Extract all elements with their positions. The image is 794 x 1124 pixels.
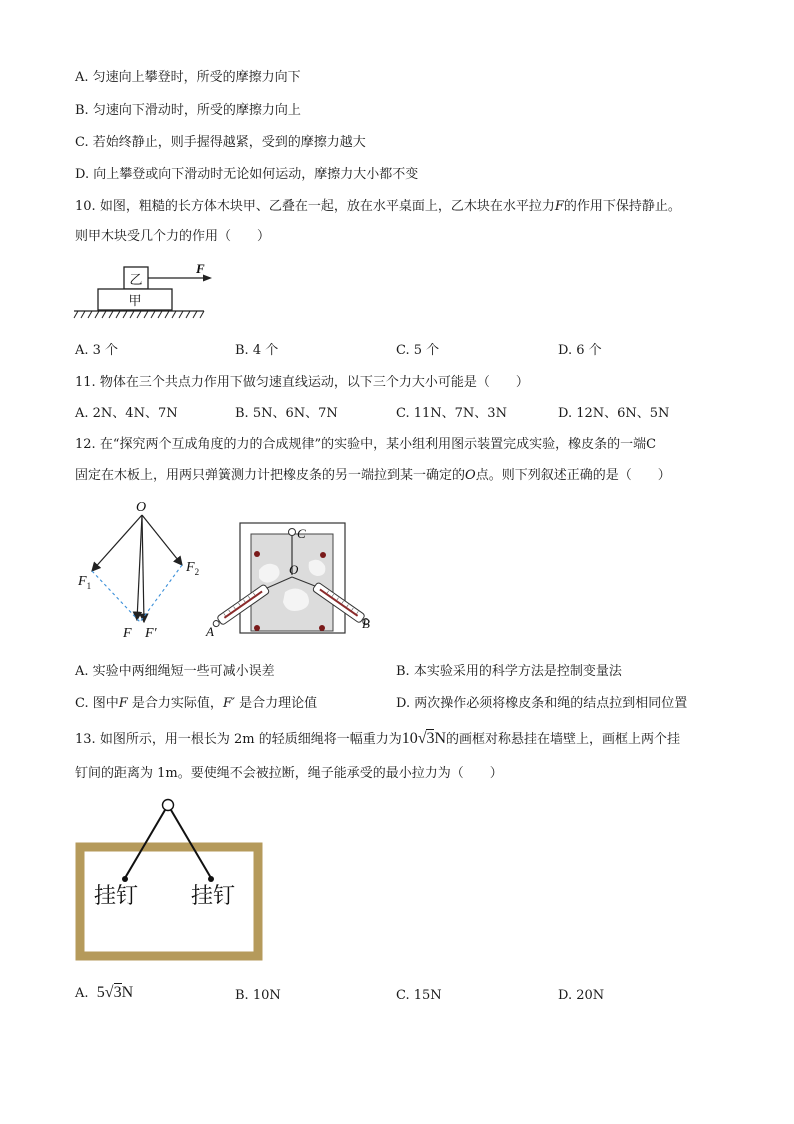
point-o-label: O	[136, 500, 147, 515]
block-jia-label: 甲	[128, 293, 142, 308]
nail-left-dot	[122, 876, 128, 882]
wall-nail	[163, 800, 174, 811]
q12-stem-line1: 12. 在“探究两个互成角度的力的合成规律”的实验中，某小组利用图示装置完成实验，橡皮条的一端C	[75, 437, 657, 452]
pin-bottom-right	[319, 625, 325, 631]
vector-f	[137, 515, 142, 620]
pin-top-right	[320, 552, 326, 558]
label-f-prime: F′	[145, 626, 157, 641]
q10-stem-line1: 10. 如图，粗糙的长方体木块甲、乙叠在一起，放在水平桌面上，乙木块在水平拉力F的作用下保持静止。	[75, 199, 681, 214]
force-label: F	[196, 261, 205, 276]
vector-f-prime	[142, 515, 144, 622]
label-f1: $F_1$	[78, 574, 92, 591]
q10-option-d: D. 6 个	[558, 343, 602, 358]
q9-option-d: D. 向上攀登或向下滑动时无论如何运动，摩擦力大小都不变	[75, 167, 419, 182]
pin-top-left	[254, 551, 260, 557]
label-f2: $F_2$	[186, 560, 200, 577]
q12-force-diagram	[72, 495, 212, 645]
q9-option-c: C. 若始终静止，则手握得越紧，受到的摩擦力越大	[75, 135, 366, 150]
option-a-expression: 5√3N	[96, 984, 134, 1001]
q12-option-c: C. 图中F 是合力实际值，F′ 是合力理论值	[75, 696, 318, 711]
q13-picture-frame-figure	[72, 796, 268, 964]
point-c-label: C	[297, 526, 306, 541]
vector-f2	[142, 515, 182, 565]
q13-stem-line1: 13. 如图所示，用一根长为 2m 的轻质细绳将一幅重力为10√3N的画框对称悬挂在墙壁上，画框上两个挂	[75, 730, 681, 747]
q10-option-c: C. 5 个	[396, 343, 440, 358]
dashed-f2-side	[140, 565, 182, 622]
point-c-ring	[289, 529, 296, 536]
nail-right-label: 挂钉	[191, 884, 236, 909]
vector-f1	[92, 515, 142, 571]
q10-blocks-figure	[72, 260, 212, 324]
q9-option-b: B. 匀速向下滑动时，所受的摩擦力向上	[75, 103, 301, 118]
nail-left-label: 挂钉	[94, 884, 139, 909]
block-yi-label: 乙	[129, 272, 143, 287]
q12-apparatus-figure	[205, 522, 375, 646]
q11-stem: 11. 物体在三个共点力作用下做匀速直线运动，以下三个力大小可能是（ ）	[75, 375, 529, 390]
point-o-label-right: O	[289, 562, 299, 577]
q10-option-b: B. 4 个	[235, 343, 279, 358]
label-f: F	[123, 626, 132, 641]
q11-option-d: D. 12N、6N、5N	[558, 406, 670, 421]
q13-option-d: D. 20N	[558, 988, 605, 1003]
q13-option-c: C. 15N	[396, 988, 442, 1003]
q11-option-b: B. 5N、6N、7N	[235, 406, 338, 421]
point-a-label: A	[206, 624, 214, 639]
point-b-label: B	[362, 616, 370, 631]
q10-stem-line2: 则甲木块受几个力的作用（ ）	[75, 229, 271, 244]
q11-option-c: C. 11N、7N、3N	[396, 406, 507, 421]
q12-stem-line2: 固定在木板上，用两只弹簧测力计把橡皮条的另一端拉到某一确定的O点。则下列叙述正确的是（ ）	[75, 468, 671, 483]
q12-option-b: B. 本实验采用的科学方法是控制变量法	[396, 664, 622, 679]
q13-option-b: B. 10N	[235, 988, 281, 1003]
weight-expression: 10√3N	[401, 730, 447, 747]
q10-option-a: A. 3 个	[75, 343, 119, 358]
q12-option-a: A. 实验中两细绳短一些可减小误差	[75, 664, 275, 679]
q13-stem-line2: 钉间的距离为 1m。要使绳不会被拉断，绳子能承受的最小拉力为（ ）	[75, 766, 503, 781]
q12-option-d: D. 两次操作必须将橡皮条和绳的结点拉到相同位置	[396, 696, 688, 711]
q9-option-a: A. 匀速向上攀登时，所受的摩擦力向下	[75, 70, 301, 85]
q11-option-a: A. 2N、4N、7N	[75, 406, 178, 421]
pin-bottom-left	[254, 625, 260, 631]
dashed-f1-side	[92, 571, 140, 622]
q13-option-a: A. 5√3N	[75, 984, 134, 1001]
nail-right-dot	[208, 876, 214, 882]
